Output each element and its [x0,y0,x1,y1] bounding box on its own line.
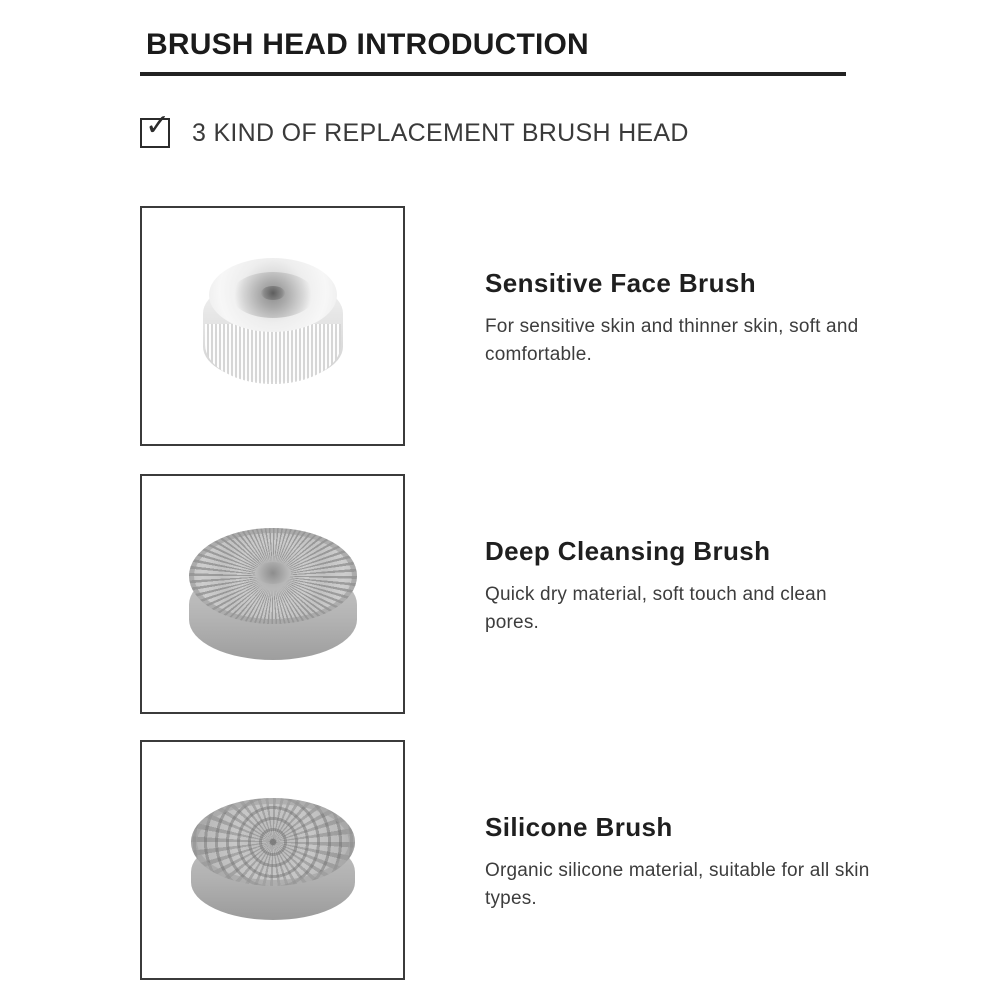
brush-item-1-text [485,206,900,369]
brush-item-2-title: Deep Cleansing Brush [485,536,771,566]
brush-center-hub [255,562,291,584]
header-divider [140,72,846,76]
brush-item-1 [140,206,900,446]
silicone-brush-illustration [185,790,361,930]
deep-cleansing-brush-image [140,474,405,714]
brush-item-2-text [485,474,900,637]
brush-item-3-title: Silicone Brush [485,812,673,842]
page-title: BRUSH HEAD INTRODUCTION [146,28,589,61]
brush-item-3-description: Organic silicone material, suitable for all skin types. [485,860,870,909]
sensitive-face-brush-illustration [195,252,351,400]
brush-item-3 [140,740,900,980]
deep-cleansing-brush-illustration [183,518,363,670]
brush-rim [191,798,355,886]
subtitle-row [140,108,689,148]
brush-bristle-skirt [205,324,341,384]
sensitive-face-brush-image [140,206,405,446]
brush-item-2 [140,474,900,714]
check-glyph: ✓ [145,108,171,143]
brush-center-hub [261,286,285,300]
checkbox-checked-icon [140,108,171,148]
page-header [140,26,850,76]
brush-item-1-title: Sensitive Face Brush [485,268,756,298]
silicone-brush-image [140,740,405,980]
brush-item-2-description: Quick dry material, soft touch and clean pores. [485,584,827,633]
subtitle-label: 3 KIND OF REPLACEMENT BRUSH HEAD [192,118,689,147]
brush-item-1-description: For sensitive skin and thinner skin, soft and comfortable. [485,316,859,365]
brush-item-3-text [485,740,900,913]
